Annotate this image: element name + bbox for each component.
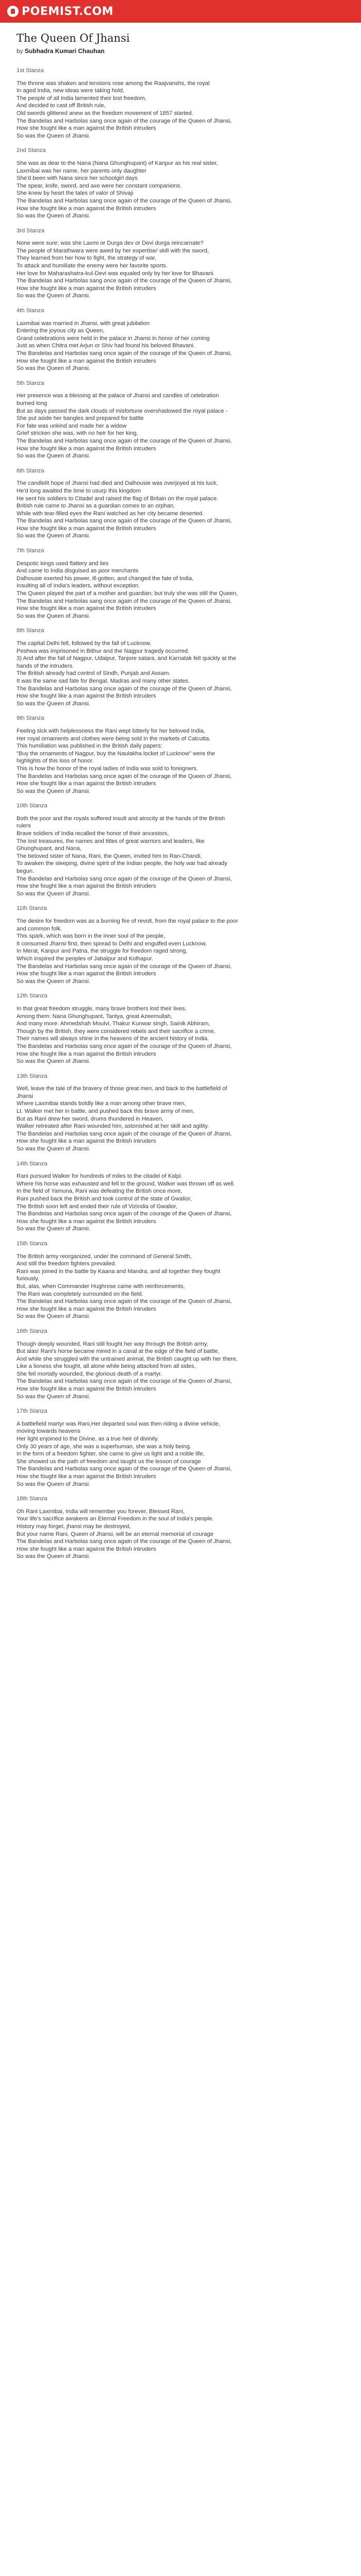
poem-line: The Bandelas and Harbolas sang once again of the courage of the Queen of Jhansi, (17, 875, 232, 882)
poem-line: For fate was unkind and made her a widow (17, 422, 127, 429)
stanza-heading: 3rd Stanza (17, 227, 45, 234)
poem-line: How she fought like a man against the British intruders (17, 883, 156, 890)
poem-line: The Bandelas and Harbolas sang once again of the courage of the Queen of Jhansi, (17, 1043, 232, 1049)
poem-line: How she fought like a man against the British intruders (17, 1473, 156, 1480)
poem-line: The candlelit hope of Jhansi had died and Dalhousie was overjoyed at his luck, (17, 480, 218, 487)
poem-line: It consumed Jhansi first, then spread to Delhi and engulfed even Lucknow, (17, 940, 207, 947)
poem-line: The Bandelas and Harbolas sang once again of the courage of the Queen of Jhansi, (17, 437, 232, 444)
poem-byline (17, 47, 105, 55)
poem-line: Laxmibai was married in Jhansi, with great jubilation (17, 320, 150, 327)
stanza-heading: 15th Stanza (17, 1240, 47, 1247)
poem-author-link[interactable]: Subhadra Kumari Chauhan (25, 47, 105, 55)
poem-line: She'd been with Nana since her schoolgirl days (17, 175, 138, 182)
poemist-logo-icon (7, 6, 19, 17)
stanza-heading: 12th Stanza (17, 993, 47, 999)
poem-line: So was the Queen of Jhansi. (17, 365, 91, 372)
poem-line: The lost treasures, the names and titles of great warriors and leaders, like Ghunghupant, and Nana, (17, 838, 205, 852)
poem-line: Like a lioness she fought, all alone while being attacked from all sides, (17, 1363, 196, 1370)
stanza-heading: 7th Stanza (17, 548, 44, 554)
poem-line: The Bandelas and Harbolas sang once again of the courage of the Queen of Jhansi, (17, 1130, 232, 1137)
poem-line: How she fought like a man against the British intruders (17, 1218, 156, 1225)
stanza (17, 1240, 238, 1320)
poem-line: Where Laxmibai stands boldly like a man among other brave men, (17, 1100, 186, 1107)
stanza-heading: 1st Stanza (17, 67, 44, 74)
poem-line: And decided to cast off British rule, (17, 103, 106, 109)
site-header (0, 0, 361, 23)
poem-line: It was the same sad fate for Bengal, Madras and many other states. (17, 677, 190, 684)
poem-line: Feeling sick with helplessness the Rani wept bitterly for her beloved India, (17, 727, 205, 734)
poem-line: The desire for freedom was as a burning fire of revolt, from the royal palace to the poor and common folk. (17, 918, 238, 932)
stanza-heading: 10th Stanza (17, 803, 47, 809)
poem-line: "Buy the ornaments of Nagpur, buy the Naulakha locket of Lucknow" were the highlights of this loss of honor. (17, 750, 215, 765)
poem-line: Dalhousie exerted his power, ill-gotten, and changed the fate of India, (17, 575, 194, 582)
poem-line: Your life's sacrifice awakens an Eternal Freedom in the soul of India's people. (17, 1516, 214, 1522)
stanza (17, 1073, 238, 1153)
poem-line: None were sure; was she Laxmi or Durga dev or Devi durga reincarnate? (17, 240, 204, 247)
poem-line: The Bandelas and Harbolas sang once again of the courage of the Queen of Jhansi, (17, 1466, 232, 1472)
poem-line: But as days passed the dark clouds of misfortune overshadowed the royal palace - (17, 408, 228, 414)
site-logo[interactable] (7, 5, 113, 18)
poem-line: Only 30 years of age, she was a superhuman, she was a holy being. (17, 1443, 191, 1450)
poem-line: Rani pursued Walker for hundreds of miles to the citadel of Kalpi. (17, 1173, 183, 1180)
poem-line: She showed us the path of freedom and taught us the lesson of courage (17, 1458, 201, 1465)
poem-line: Insulting all of India's leaders, without exception. (17, 583, 140, 589)
poem-line: How she fought like a man against the British intruders (17, 1138, 156, 1145)
stanza (17, 992, 238, 1065)
poem-line: Rani pushed back the British and took control of the state of Gwalior, (17, 1196, 192, 1202)
poem-line: Her light enjoined to the Divine, as a true heir of divinity. (17, 1436, 159, 1443)
poem-line: The Bandelas and Harbolas sang once again of the courage of the Queen of Jhansi, (17, 197, 232, 204)
poem-line: The people of all India lamented their lost freedom, (17, 95, 146, 101)
poem-line: So was the Queen of Jhansi. (17, 978, 91, 985)
poem-line: Her royal ornaments and clothes were being sold in the markets of Calcutta. (17, 735, 211, 742)
poem-line: Despotic kings used flattery and lies (17, 560, 109, 567)
stanza (17, 715, 238, 795)
poem-line: Well, leave the tale of the bravery of those great men, and back to the battlefield of Jhansi (17, 1086, 227, 1099)
stanza (17, 802, 238, 897)
poem-line: The spear, knife, sword, and axe were her constant companions. (17, 182, 182, 189)
stanza-heading: 6th Stanza (17, 467, 44, 474)
poem-line: How she fought like a man against the British intruders (17, 1386, 156, 1393)
poem-line: Peshwa was imprisoned in Bithur and the Nagpur tragedy occurred. (17, 648, 190, 654)
stanza-heading: 13th Stanza (17, 1073, 47, 1079)
poem-line: How she fought like a man against the British intruders (17, 1546, 156, 1552)
poem-line: So was the Queen of Jhansi. (17, 453, 91, 460)
poem-line: So was the Queen of Jhansi. (17, 1481, 91, 1487)
poem-line: To awaken the sleeping, divine spirit of the Indian people, the holy war had already begun. (17, 860, 227, 875)
poem-line: Her love for Maharashatra-kul-Devi was equaled only by her love for Bhavani. (17, 270, 215, 277)
stanza (17, 467, 238, 540)
poem-line: How she fought like a man against the British intruders (17, 1306, 156, 1312)
poem-line: The Queen played the part of a mother and guardian; but truly she was still the Queen, (17, 590, 238, 597)
stanza-heading: 18th Stanza (17, 1496, 47, 1502)
poem-line: Entering the joyous city as Queen, (17, 328, 105, 334)
poem-line: How she fought like a man against the British intruders (17, 445, 156, 452)
poem-line: The Rani was completely surrounded on the field. (17, 1291, 143, 1297)
poem-line: But, alas, when Commander Hughrose came with reinforcements, (17, 1283, 185, 1290)
poem-line: So was the Queen of Jhansi. (17, 1058, 91, 1065)
poem-line: How she fought like a man against the British intruders (17, 125, 156, 132)
stanza (17, 67, 238, 140)
poem-line: How she fought like a man against the British intruders (17, 358, 156, 364)
poem-line: Old swords glittered anew as the freedom movement of 1857 started. (17, 110, 193, 116)
poem-line: The Bandelas and Harbolas sang once again of the courage of the Queen of Jhansi, (17, 117, 232, 124)
stanza-heading: 5th Stanza (17, 380, 44, 386)
poem-line: So was the Queen of Jhansi. (17, 1226, 91, 1232)
poem-line: Her presence was a blessing at the palace of Jhansi and candles of celebration burned long (17, 393, 219, 406)
poem-line: A battlefield martyr was Rani,Her departed soul was then riding a divine vehicle, moving towards heavens (17, 1420, 220, 1435)
poem-line: She was as dear to the Nana (Nana Ghunghupant) of Kanpur as his real sister, (17, 160, 218, 166)
poem-line: Walker retreated after Rani wounded him, astonished at her skill and agility. (17, 1123, 209, 1130)
stanza-heading: 8th Stanza (17, 628, 44, 634)
poem-line: How she fought like a man against the British intruders (17, 1050, 156, 1057)
poem-line: And came to India disguised as poor merchants (17, 568, 139, 574)
stanza-heading: 2nd Stanza (17, 147, 46, 154)
poem-line: He'd long awaited the time to usurp this kingdom (17, 487, 141, 494)
poem-line: This is how the honor of the royal ladies of India was sold to foreigners. (17, 765, 198, 772)
poem-line: Which inspired the peoples of Jabalpur and Kolhapur. (17, 955, 153, 962)
poem-line: The Bandelas and Harbolas sang once again of the courage of the Queen of Jhansi, (17, 278, 232, 284)
poem-line: Both the poor and the royals suffered insult and atrocity at the hands of the British rulers (17, 815, 225, 829)
stanza (17, 547, 238, 620)
stanza (17, 307, 238, 372)
poem-line: Though deeply wounded, Rani still fought her way through the British army, (17, 1341, 208, 1347)
stanza-heading: 16th Stanza (17, 1328, 47, 1334)
poem-line: She fell mortally wounded, the glorious death of a martyr. (17, 1370, 162, 1377)
stanza (17, 1408, 238, 1488)
stanza (17, 1495, 238, 1561)
poem-line: How she fought like a man against the British intruders (17, 285, 156, 292)
stanza (17, 905, 238, 985)
stanza (17, 627, 238, 707)
poem-line: How she fought like a man against the British intruders (17, 205, 156, 212)
poem-line: The Bandelas and Harbolas sang once again of the courage of the Queen of Jhansi, (17, 773, 232, 779)
poem-line: So was the Queen of Jhansi. (17, 613, 91, 619)
stanza (17, 1328, 238, 1400)
poem-line: The British army reorganized, under the command of General Smith, (17, 1253, 192, 1260)
poem-line: So was the Queen of Jhansi. (17, 1146, 91, 1153)
poem-line: And still the freedom fighters prevailed. (17, 1261, 117, 1267)
stanza (17, 380, 238, 460)
poem-line: So was the Queen of Jhansi. (17, 1313, 91, 1320)
poem-line: 3) And after the fall of Nagpur, Udaipur, Tanjore satara, and Karnatak fell quickly at the hands of the intruders. (17, 655, 236, 669)
poem-line: This spark, which was born in the inner soul of the people, (17, 933, 165, 940)
stanza (17, 1160, 238, 1233)
poem-line: How she fought like a man against the British intruders (17, 971, 156, 977)
stanza-heading: 17th Stanza (17, 1408, 47, 1415)
poem-line: And while she struggled with the untrained animal, the British caught up with her there, (17, 1355, 238, 1362)
site-logo-text: POEMIST.COM (22, 5, 114, 18)
poem-line: The British already had control of Sindh, Punjab and Assam. (17, 670, 171, 677)
poem-line: And many more: Ahmedshah Moulvi, Thakur Kunwar singh, Sainik Abhiram, (17, 1021, 210, 1027)
poem-line: So was the Queen of Jhansi. (17, 1553, 91, 1560)
poem-line: But as Rani drew her sword, drums thundered in Heaven, (17, 1115, 163, 1122)
poem-line: How she fought like a man against the British intruders (17, 605, 156, 612)
poem-line: The Bandelas and Harbolas sang once again of the courage of the Queen of Jhansi, (17, 1378, 232, 1385)
poem-line: So was the Queen of Jhansi. (17, 533, 91, 539)
stanza (17, 227, 238, 300)
poem-line: How she fought like a man against the British intruders (17, 525, 156, 532)
poem-line: She put aside her bangles and prepared for battle (17, 415, 144, 422)
poem-line: Lt. Walker met her in battle, and pushed back this brave army of men, (17, 1108, 194, 1115)
poem-line: Grand celebrations were held in the palace in Jhansi in honor of her coming (17, 335, 210, 342)
poem-line: So was the Queen of Jhansi. (17, 213, 91, 219)
poem-line: In aged India, new ideas were taking hold, (17, 88, 124, 94)
poem-line: History may forget, jhansi may be destroyed, (17, 1523, 131, 1530)
poem-line: To attack and humiliate the enemy were her favorite sports. (17, 263, 168, 269)
poem-line: British rule came to Jhansi as a guardian comes to an orphan, (17, 503, 175, 510)
poem-line: Their names will always shine in the heavens of the ancient history of India. (17, 1036, 209, 1042)
poem-line: So was the Queen of Jhansi. (17, 132, 91, 139)
poem-line: Laxmibai was her name, her parents only daughter (17, 167, 146, 174)
poem-body (17, 67, 238, 1568)
poem-line: So was the Queen of Jhansi. (17, 1393, 91, 1400)
poem-line: Brave soldiers of India recalled the honor of their ancestors, (17, 831, 169, 837)
poem-line: In the form of a freedom fighter, she came to give us light and a noble life, (17, 1451, 205, 1458)
poem-title: The Queen Of Jhansi (17, 32, 130, 44)
poem-line: The Bandelas and Harbolas sang once again of the courage of the Queen of Jhansi, (17, 1538, 232, 1545)
poem-line: Though by the British, they were considered rebels and their sacrifice a crime, (17, 1028, 216, 1035)
poem-line: The Bandelas and Harbolas sang once again of the courage of the Queen of Jhansi, (17, 685, 232, 692)
poem-line: Rani was joined in the battle by Kaana and Mandra, and all together they fought furiously, (17, 1268, 220, 1282)
poem-line: Where his horse was exhausted and fell to the ground, Walker was thrown off as well. (17, 1180, 235, 1187)
poem-line: How she fought like a man against the British intruders (17, 781, 156, 787)
stanza-heading: 14th Stanza (17, 1160, 47, 1167)
poem-line: The Bandelas and Harbolas sang once again of the courage of the Queen of Jhansi, (17, 598, 232, 604)
stanza-heading: 11th Stanza (17, 905, 47, 912)
poem-line: So was the Queen of Jhansi. (17, 890, 91, 897)
poem-line: She knew by heart the tales of valor of Shivaji (17, 190, 134, 197)
poem-line: In that great freedom struggle, many brave brothers lost their lives, (17, 1005, 187, 1012)
poem-line: Grief stricken she was, with no heir for her king, (17, 430, 138, 437)
poem-line: In the field of Yamuna, Rani was defeating the British once more, (17, 1188, 183, 1195)
poem-line: Oh Rani Laxmibai, India will remember you forever, Blessed Rani, (17, 1508, 185, 1515)
poem-line: While with tear-filled eyes the Rani watched as her city became deserted. (17, 510, 204, 517)
poem-line: He sent his soldiers to Citadel and raised the flag of Britain on the royal palace. (17, 495, 219, 502)
poem-line: The capital Delhi fell, followed by the fall of Lucknow, (17, 640, 152, 647)
poem-line: This humiliation was published in the British daily papers: (17, 743, 162, 750)
poem-line: Just as when Chitra met Arjun or Shiv had found his beloved Bhavani. (17, 343, 195, 349)
poem-line: The beloved sister of Nana, Rani, the Queen, invited him to Ran-Chandi, (17, 853, 202, 859)
poem-line: Among them: Nana Ghunghupant, Tantya, great Azeemullah, (17, 1013, 173, 1020)
poem-line: But alas! Rani's horse became mired in a canal at the edge of the field of battle, (17, 1348, 220, 1355)
poem-line: They learned from her how to fight, the strategy of war, (17, 255, 157, 262)
poem-line: So was the Queen of Jhansi. (17, 788, 91, 794)
poem-line: In Merat, Kanpur and Patna, the struggle for freedom raged strong, (17, 948, 188, 955)
stanza-heading: 9th Stanza (17, 715, 44, 722)
poem-line: The Bandelas and Harbolas sang once again of the courage of the Queen of Jhansi, (17, 518, 232, 524)
poem-line: How she fought like a man against the British intruders (17, 693, 156, 700)
poem-line: The throne was shaken and tensions rose among the Raajvanshs, the royal (17, 80, 210, 87)
byline-prefix: by (17, 47, 23, 55)
poem-line: The people of Marathwara were awed by her expertise/ skill with the sword, (17, 247, 209, 254)
poem-line: So was the Queen of Jhansi. (17, 700, 91, 707)
poem-line: The Bandelas and Harbolas sang once again of the courage of the Queen of Jhansi, (17, 1211, 232, 1217)
stanza (17, 147, 238, 219)
poem-line: The British soon left and ended their rule of Vizindia of Gwalior, (17, 1203, 177, 1210)
poem-line: The Bandelas and Harbolas sang once again of the courage of the Queen of Jhansi, (17, 1298, 232, 1305)
poem-line: But your name Rani, Queen of Jhansi, will be an eternal memorial of courage (17, 1531, 214, 1537)
poem-line: The Bandelas and Harbolas sang once again of the courage of the Queen of Jhansi, (17, 350, 232, 357)
stanza-heading: 4th Stanza (17, 308, 44, 314)
poem-line: The Bandelas and Harbolas sang once again of the courage of the Queen of Jhansi, (17, 963, 232, 970)
poem-line: So was the Queen of Jhansi. (17, 293, 91, 299)
